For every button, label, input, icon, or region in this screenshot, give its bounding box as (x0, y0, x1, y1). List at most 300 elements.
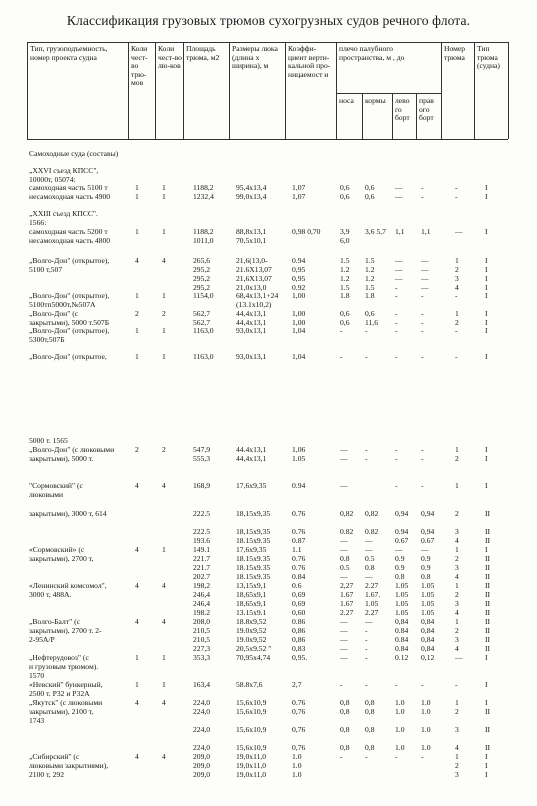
header-right-side: прав ого борт (419, 96, 434, 123)
cell-n2: 1 (162, 291, 166, 300)
cell-name: „XXVI съезд КПСС", (29, 166, 99, 175)
cell-l: - (395, 445, 398, 454)
header-shoulder: плечо палубного пространства, м , до (339, 44, 405, 62)
cell-k: 0,76 (292, 725, 306, 734)
cell-n2: 4 (162, 581, 166, 590)
cell-name: «Ленинский комсомол", (29, 581, 107, 590)
cell-s: - (365, 680, 368, 689)
cell-t: I (485, 326, 488, 335)
cell-area: 265,6 (193, 256, 211, 265)
cell-s: 0,8 (365, 725, 375, 734)
header-divider (336, 42, 337, 139)
cell-num: - (455, 291, 458, 300)
cell-n1: 4 (135, 256, 139, 265)
cell-t: II (485, 617, 491, 626)
cell-size: 99,0х13,4 (236, 192, 267, 201)
cell-s: 0.8 (365, 563, 375, 572)
cell-n2: 1 (162, 653, 166, 662)
cell-t: II (485, 554, 491, 563)
cell-name: 3000 т, 488А. (29, 590, 72, 599)
cell-n1: 4 (135, 698, 139, 707)
cell-area: 1188,2 (193, 183, 214, 192)
cell-name: 1743 (29, 716, 45, 725)
cell-size: 19.0х9,52 (236, 635, 267, 644)
cell-s: 0,6 (365, 183, 375, 192)
cell-num: 3 (455, 563, 459, 572)
cell-area: 353,3 (193, 653, 211, 662)
cell-num: 1 (455, 481, 459, 490)
cell-num: 1 (455, 617, 459, 626)
cell-r: - (421, 680, 424, 689)
cell-num: 4 (455, 572, 459, 581)
cell-area: 1154,0 (193, 291, 214, 300)
cell-t: I (485, 192, 488, 201)
cell-area: 562,7 (193, 318, 211, 327)
cell-num: 2 (455, 554, 459, 563)
cell-size: 13.15х9.1 (236, 608, 267, 617)
cell-s: 0,6 (365, 192, 375, 201)
cell-r: 1.0 (421, 707, 431, 716)
cell-b: — (340, 626, 348, 635)
cell-k: 0.76 (292, 563, 306, 572)
cell-area: 227,3 (193, 644, 211, 653)
cell-s: 0.5 (365, 554, 375, 563)
cell-n2: 4 (162, 617, 166, 626)
cell-r: - (421, 445, 424, 454)
cell-name: „Волго-Дон" (открытое, (29, 352, 107, 361)
cell-num: 3 (455, 770, 459, 779)
cell-b: — (340, 445, 348, 454)
cell-size: (13.1х10,2) (236, 300, 272, 309)
cell-b: 0,6 (340, 318, 350, 327)
cell-t: I (485, 445, 488, 454)
cell-t: II (485, 635, 491, 644)
cell-b: 0.82 (340, 527, 354, 536)
cell-size: 44,4х13,1 (236, 309, 267, 318)
cell-b: 1.2 (340, 274, 350, 283)
cell-area: 295,2 (193, 274, 211, 283)
cell-b: 1.67 (340, 599, 354, 608)
cell-r: 0,84 (421, 635, 435, 644)
header-divider (128, 42, 129, 139)
cell-r: - (421, 291, 424, 300)
cell-k: 0.6 (292, 581, 302, 590)
cell-name: 1570 (29, 671, 45, 680)
cell-n2: 1 (162, 227, 166, 236)
cell-k: 1.0 (292, 770, 302, 779)
cell-b: — (340, 572, 348, 581)
cell-size: 13,15х9,1 (236, 581, 267, 590)
cell-l: 0,84 (395, 617, 409, 626)
cell-num: - (455, 192, 458, 201)
cell-t: II (485, 626, 491, 635)
cell-b: 0,8 (340, 743, 350, 752)
cell-name: „Волго-Дон" (открытое), (29, 291, 110, 300)
cell-k: 1,04 (292, 326, 306, 335)
cell-s: 1.05 (365, 599, 379, 608)
cell-t: II (485, 725, 491, 734)
cell-size: 68,4х13,1+24 (236, 291, 279, 300)
cell-area: 246,4 (193, 599, 211, 608)
cell-n2: 2 (162, 445, 166, 454)
cell-num: 1 (455, 752, 459, 761)
header-top-rule (27, 42, 508, 43)
cell-name: 2-95А/Р (29, 635, 55, 644)
cell-size: 18,15х9,35 (236, 509, 271, 518)
cell-l: - (395, 318, 398, 327)
cell-k: 0.94 (292, 481, 306, 490)
cell-s: 1.2 (365, 265, 375, 274)
cell-b: - (340, 352, 343, 361)
cell-b: 1.5 (340, 256, 350, 265)
cell-b: 2,27 (340, 581, 354, 590)
cell-n1: 1 (135, 653, 139, 662)
cell-n1: 1 (135, 227, 139, 236)
cell-name: „Сибирский" (с (29, 752, 80, 761)
cell-num: — (455, 653, 463, 662)
cell-t: I (485, 752, 488, 761)
cell-num: — (455, 227, 463, 236)
cell-b: 0,8 (340, 707, 350, 716)
cell-k: 1,07 (292, 192, 306, 201)
cell-size: 93,0х13,1 (236, 352, 267, 361)
cell-s: - (365, 752, 368, 761)
header-left-side: лево го борт (395, 96, 410, 123)
cell-b: — (340, 617, 348, 626)
cell-k: 1.0 (292, 761, 302, 770)
header-holds: Коли чест-во трю-мов (131, 44, 148, 88)
cell-l: - (395, 481, 398, 490)
cell-l: — (395, 274, 403, 283)
cell-t: I (485, 770, 488, 779)
cell-area: 163,4 (193, 680, 211, 689)
cell-num: - (455, 326, 458, 335)
header-divider (441, 42, 442, 139)
header-type: Тип, грузоподъемность, номер проекта судна (30, 44, 108, 62)
cell-t: I (485, 761, 488, 770)
cell-r: - (421, 481, 424, 490)
cell-l: 0.9 (395, 554, 405, 563)
cell-t: I (485, 227, 488, 236)
cell-r: — (421, 283, 429, 292)
cell-t: I (485, 291, 488, 300)
cell-size: 19.0х9,52 (236, 626, 267, 635)
cell-s: — (365, 545, 373, 554)
cell-k: 0.76 (292, 554, 306, 563)
cell-name: 5100 т,507 (29, 265, 63, 274)
cell-r: 1.05 (421, 581, 435, 590)
cell-num: 2 (455, 454, 459, 463)
cell-name: „Волго-Дон" (с (29, 309, 79, 318)
cell-r: - (421, 454, 424, 463)
cell-area: 222.5 (193, 527, 211, 536)
cell-s: 3,6 5,7 (365, 227, 386, 236)
cell-l: 0.67 (395, 536, 409, 545)
cell-t: II (485, 707, 491, 716)
cell-n2: 4 (162, 481, 166, 490)
cell-b: 0.8 (340, 554, 350, 563)
cell-size: 18,15х9,35 (236, 527, 271, 536)
cell-b: 2.27 (340, 608, 354, 617)
cell-l: 1.05 (395, 599, 409, 608)
cell-t: II (485, 743, 491, 752)
cell-l: - (395, 309, 398, 318)
cell-name: 1566: (29, 218, 47, 227)
cell-n2: 1 (162, 545, 166, 554)
cell-k: 2,7 (292, 680, 302, 689)
cell-r: 1.05 (421, 590, 435, 599)
cell-n1: 1 (135, 291, 139, 300)
cell-l: — (395, 192, 403, 201)
cell-l: 1.0 (395, 698, 405, 707)
cell-t: II (485, 581, 491, 590)
cell-r: 0.9 (421, 563, 431, 572)
cell-name: „Волго-Балт" (с (29, 617, 80, 626)
header-divider (362, 93, 363, 139)
cell-b: 0,82 (340, 509, 354, 518)
cell-k: 1,00 (292, 318, 306, 327)
cell-area: 202.7 (193, 572, 211, 581)
cell-name: Самоходные суда (составы) (29, 149, 119, 158)
cell-t: I (485, 454, 488, 463)
cell-k: 1,07 (292, 183, 306, 192)
cell-t: I (485, 256, 488, 265)
cell-r: 1.0 (421, 725, 431, 734)
cell-num: 1 (455, 698, 459, 707)
cell-k: 0,95. (292, 653, 308, 662)
cell-area: 221.7 (193, 554, 211, 563)
cell-n2: 2 (162, 309, 166, 318)
cell-n1: 1 (135, 680, 139, 689)
cell-area: 149.1 (193, 545, 211, 554)
cell-s: 11,6 (365, 318, 379, 327)
header-divider (285, 42, 286, 139)
cell-r: 0.8 (421, 572, 431, 581)
header-bottom-rule (27, 139, 508, 140)
cell-name: закрытыми), 5000 т. (29, 454, 94, 463)
cell-r: — (421, 274, 429, 283)
header-divider (155, 42, 156, 139)
cell-name: закрытыми), 2700 т, (29, 554, 94, 563)
header-bow: носа (339, 96, 354, 105)
cell-b: 0,8 (340, 725, 350, 734)
header-hatch-size: Размеры люка (длина х ширина), м (232, 44, 278, 71)
cell-area: 295,2 (193, 265, 211, 274)
cell-t: I (485, 352, 488, 361)
cell-b: 0.5 (340, 563, 350, 572)
cell-area: 562,7 (193, 309, 211, 318)
cell-area: 295,2 (193, 283, 211, 292)
cell-n2: 1 (162, 680, 166, 689)
cell-num: 1 (455, 581, 459, 590)
cell-t: I (485, 680, 488, 689)
cell-num: 3 (455, 599, 459, 608)
cell-area: 168,9 (193, 481, 211, 490)
cell-r: 1.05 (421, 608, 435, 617)
cell-s: - (365, 454, 368, 463)
cell-num: 4 (455, 644, 459, 653)
cell-n1: 4 (135, 545, 139, 554)
cell-num: 3 (455, 527, 459, 536)
cell-s: - (365, 653, 368, 662)
header-divider (392, 93, 393, 139)
cell-r: 1.0 (421, 698, 431, 707)
cell-size: 15,6х10,9 (236, 707, 267, 716)
cell-b: — (340, 536, 348, 545)
cell-t: I (485, 698, 488, 707)
cell-num: 3 (455, 635, 459, 644)
cell-k: 0.92 (292, 283, 306, 292)
cell-n1: 4 (135, 581, 139, 590)
cell-area: 224,0 (193, 725, 211, 734)
cell-t: II (485, 509, 491, 518)
header-divider (416, 93, 417, 139)
cell-s: 1.67. (365, 590, 381, 599)
cell-num: 4 (455, 283, 459, 292)
cell-name: и грузовым трюмом). (29, 662, 99, 671)
cell-area: 209,0 (193, 752, 211, 761)
cell-size: 18,65х9,1 (236, 590, 267, 599)
cell-r: 1.0 (421, 743, 431, 752)
cell-b: — (340, 481, 348, 490)
cell-s: 0,8 (365, 743, 375, 752)
cell-size: 95,4х13,4 (236, 183, 267, 192)
cell-name: закрытыми), 2100 т, (29, 707, 94, 716)
cell-name: 10000т, 05074: (29, 175, 76, 184)
cell-t: II (485, 644, 491, 653)
cell-r: 0,94 (421, 527, 435, 536)
cell-b: 1.2 (340, 265, 350, 274)
cell-num: 3 (455, 274, 459, 283)
cell-k: 0.84 (292, 572, 306, 581)
cell-t: I (485, 545, 488, 554)
cell-b: 0,6 (340, 192, 350, 201)
cell-num: - (455, 352, 458, 361)
cell-n1: 1 (135, 326, 139, 335)
cell-s: 0.82 (365, 527, 379, 536)
cell-area: 209,0 (193, 770, 211, 779)
cell-num: 2 (455, 590, 459, 599)
cell-size: 17,6х9,35 (236, 545, 267, 554)
cell-size: 44,4х13,1 (236, 318, 267, 327)
cell-r: 1,1 (421, 227, 431, 236)
cell-name: „XXIII съезд КПСС". (29, 209, 98, 218)
cell-s: 2.27 (365, 608, 379, 617)
cell-k: 1,00 (292, 309, 306, 318)
cell-t: II (485, 599, 491, 608)
cell-name: 2100 т, 292 (29, 770, 65, 779)
cell-size: 19,0х11,0 (236, 761, 267, 770)
cell-b: - (340, 752, 343, 761)
cell-s: 1.8 (365, 291, 375, 300)
cell-size: 88,8х13,1 (236, 227, 267, 236)
cell-l: 0.8 (395, 572, 405, 581)
cell-name: „Волго-Дон" (открытое), (29, 256, 110, 265)
cell-k: 0,76 (292, 743, 306, 752)
cell-k: 0,86 (292, 626, 306, 635)
cell-l: 0.9 (395, 563, 405, 572)
cell-l: 1.05 (395, 590, 409, 599)
cell-size: 18.15х9.35 (236, 554, 271, 563)
cell-t: I (485, 653, 488, 662)
cell-num: 2 (455, 761, 459, 770)
cell-b: 1.8 (340, 291, 350, 300)
cell-n2: 1 (162, 352, 166, 361)
cell-t: II (485, 608, 491, 617)
cell-area: 1188,2 (193, 227, 214, 236)
header-hatches: Коли чест-во лю-ков (158, 44, 182, 71)
cell-s: 1.5 (365, 256, 375, 265)
cell-k: 1.05 (292, 454, 306, 463)
cell-n2: 1 (162, 183, 166, 192)
cell-l: 1.05 (395, 581, 409, 590)
cell-num: 1 (455, 309, 459, 318)
cell-s: — (365, 617, 373, 626)
cell-b: — (340, 644, 348, 653)
cell-n1: 2 (135, 445, 139, 454)
cell-l: 1.0 (395, 743, 405, 752)
cell-name: «Сормовский» (с (29, 545, 85, 554)
cell-area: 222.5 (193, 509, 211, 518)
cell-size: 19,0х11,0 (236, 752, 267, 761)
cell-name: „Волго-Дон" (открытое), (29, 326, 110, 335)
cell-num: 2 (455, 707, 459, 716)
cell-n1: 4 (135, 617, 139, 626)
cell-n1: 4 (135, 481, 139, 490)
cell-size: 15,6х10,9 (236, 725, 267, 734)
cell-t: II (485, 536, 491, 545)
cell-area: 193.6 (193, 536, 211, 545)
cell-k: 0.76 (292, 509, 306, 518)
cell-name: 5100тп5000т,№507А (29, 300, 96, 309)
cell-r: 0,84 (421, 617, 435, 626)
cell-r: - (421, 309, 424, 318)
cell-k: 1,06 (292, 445, 306, 454)
cell-r: - (421, 352, 424, 361)
cell-r: - (421, 752, 424, 761)
cell-name: закрытыми), 2700 т. 2- (29, 626, 102, 635)
cell-num: 4 (455, 608, 459, 617)
cell-l: - (395, 291, 398, 300)
cell-name: несамоходная часть 4900 (29, 192, 111, 201)
cell-num: 2 (455, 318, 459, 327)
cell-name: „Нефтерудовоз" (с (29, 653, 89, 662)
cell-num: 1 (455, 545, 459, 554)
cell-s: - (365, 635, 368, 644)
header-hold-type: Тип трюма (судна) (477, 44, 500, 71)
cell-l: 1.0 (395, 725, 405, 734)
cell-b: 0,6 (340, 183, 350, 192)
cell-b: 3,9 (340, 227, 350, 236)
cell-t: I (485, 318, 488, 327)
cell-area: 208,0 (193, 617, 211, 626)
cell-size: 21,6(13,0- (236, 256, 268, 265)
cell-t: I (485, 183, 488, 192)
cell-area: 210,5 (193, 626, 211, 635)
cell-k: 1,00 (292, 291, 306, 300)
cell-s: - (365, 326, 368, 335)
cell-n1: 1 (135, 183, 139, 192)
cell-l: 0.84 (395, 626, 409, 635)
cell-b: — (340, 653, 348, 662)
cell-n1: 4 (135, 752, 139, 761)
cell-size: 58.8х7,6 (236, 680, 263, 689)
header-coefficient: Коэффи-циент верти-кальной про-ницаемост и (288, 44, 331, 79)
cell-l: 0,94 (395, 509, 409, 518)
cell-n2: 4 (162, 698, 166, 707)
cell-r: - (421, 326, 424, 335)
document-title: Классификация грузовых трюмов сухогрузных судов речного флота. (66, 13, 471, 28)
